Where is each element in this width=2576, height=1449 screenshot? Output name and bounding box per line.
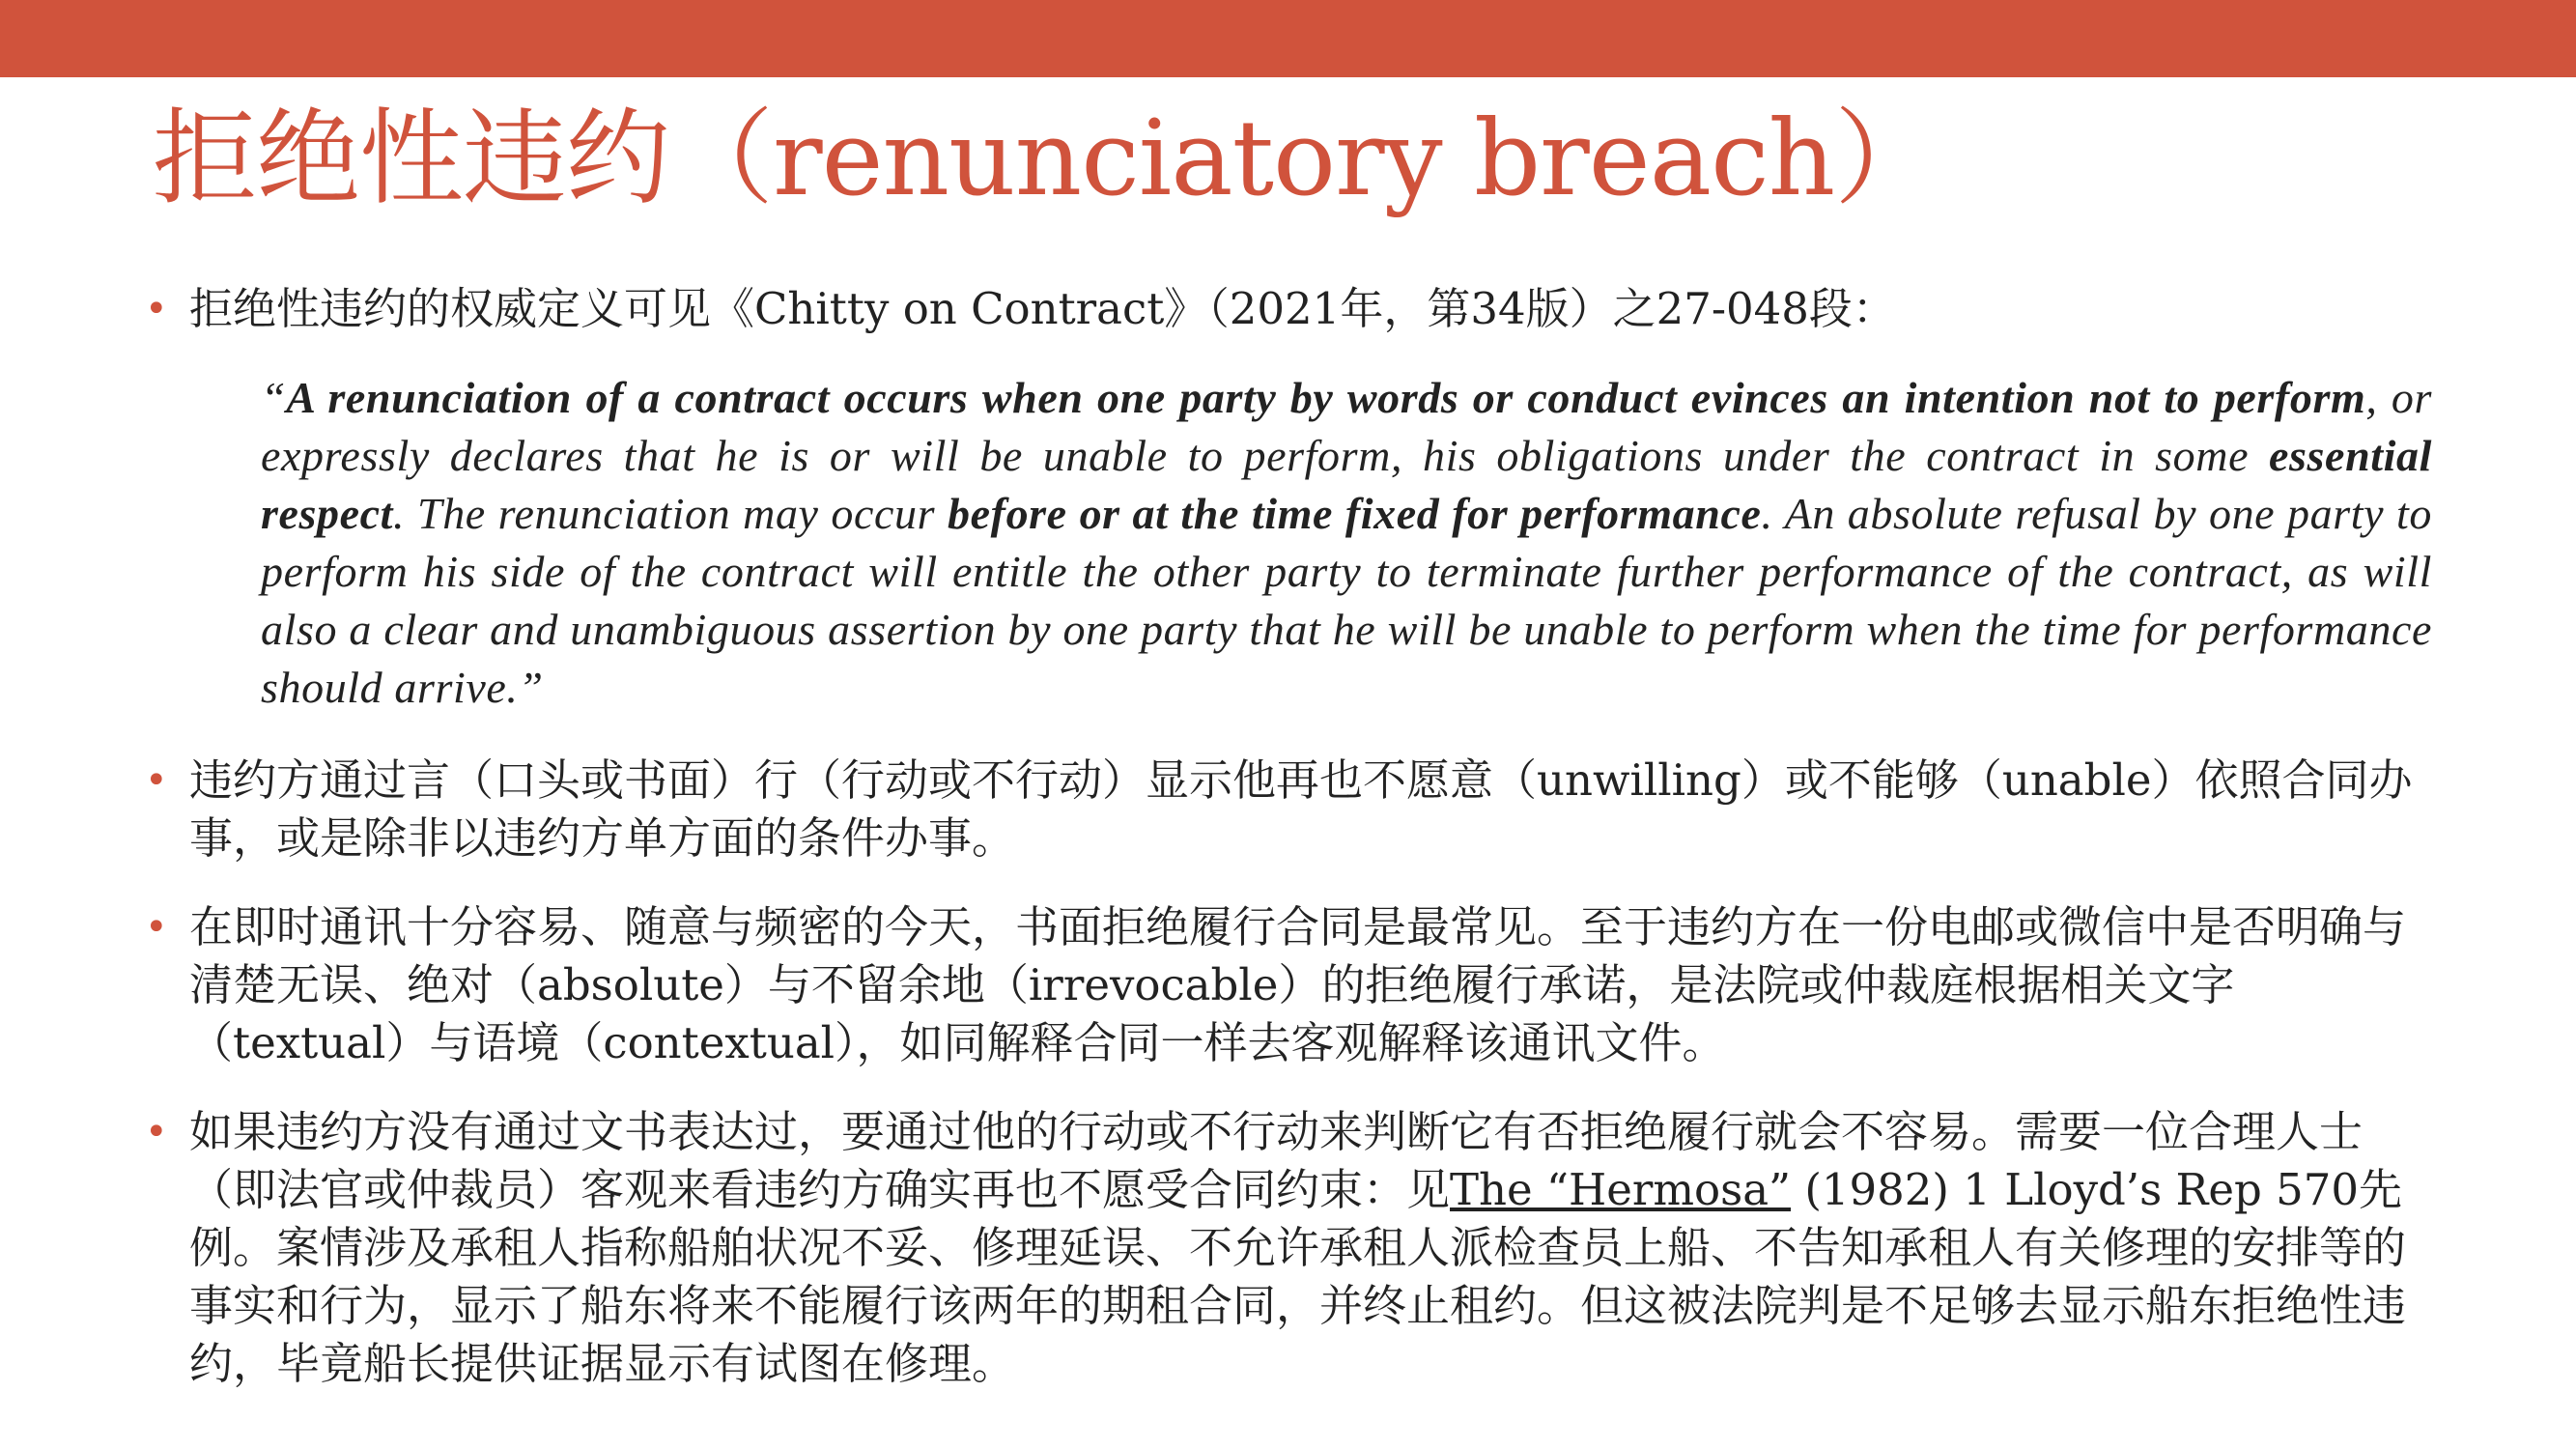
- bullet-icon: •: [145, 287, 168, 331]
- bullet-text: 在即时通讯十分容易、随意与频密的今天，书面拒绝履行合同是最常见。至于违约方在一份电邮或微信中是否明确与清楚无误、绝对（absolute）与不留余地（irrevocable）的拒绝履行承诺，是法院或仲裁庭根据相关文字（textual）与语境（contextual），如同解释合同一样去客观解释该通讯文件。: [189, 901, 2407, 1068]
- slide-title: 拒绝性违约（renunciatory breach）: [153, 99, 1939, 219]
- quote-text-2: . The renunciation may occur: [393, 489, 948, 538]
- quote-text-1: , or expressly declares that he is or will be unable to perform, his obligations under the contract in some: [261, 373, 2432, 480]
- bullet-item-1: [145, 280, 2434, 338]
- bullet-item-2: [145, 752, 2434, 867]
- bullet-text-part: 如果违约方没有通过文书表达过，要通过他的行动或不行动来判断它有否拒绝履行就会不容易。需要一位合理人士（即法官或仲裁员）客观来看违约方确实再也不愿受合同约束：见: [189, 1106, 2364, 1215]
- bullet-text: 违约方通过言（口头或书面）行（行动或不行动）显示他再也不愿意（unwilling）或不能够（unable）依照合同办事，或是除非以违约方单方面的条件办事。: [189, 754, 2413, 864]
- quote-open-mark: “: [261, 373, 287, 422]
- bullet-item-3: [145, 898, 2434, 1072]
- bullet-text-part: (1982) 1 Lloyd’s Rep 570先例。案情涉及承租人指称船舶状况不妥、修理延误、不允许承租人派检查员上船、不告知承租人有关修理的安排等的事实和行为，显示了船东将来不能履行该两年的期租合同，并终止租约。但这被法院判是不足够去显示船东拒绝性违约，毕竟船长提供证据显示有试图在修理。: [189, 1164, 2407, 1389]
- top-accent-bar: [0, 0, 2576, 77]
- slide-body: [145, 280, 2434, 1393]
- case-citation-hermosa: The “Hermosa”: [1450, 1164, 1792, 1215]
- quote-bold-2: essential respect: [261, 431, 2432, 538]
- bullet-text: 拒绝性违约的权威定义可见《Chitty on Contract》（2021年，第34版）之27-048段：: [189, 283, 1896, 334]
- chitty-quote: [261, 369, 2432, 717]
- quote-bold-1: A renunciation of a contract occurs when one party by words or conduct evinces an intention not to perform: [286, 373, 2366, 422]
- bullet-icon: •: [145, 905, 168, 950]
- bullet-icon: •: [145, 1110, 168, 1154]
- bullet-text: [189, 1103, 2434, 1393]
- quote-bold-3: before or at the time fixed for performance: [948, 489, 1762, 538]
- quote-text-3: . An absolute refusal by one party to perform his side of the contract will entitle the other party to terminate further performance of the contract, as will also a clear and unambiguous assertion by one party that he will be unable to perform when the time for performance should arrive.: [261, 489, 2432, 712]
- quote-close-mark: ”: [518, 663, 544, 712]
- bullet-item-4: [145, 1103, 2434, 1393]
- bullet-icon: •: [145, 758, 168, 803]
